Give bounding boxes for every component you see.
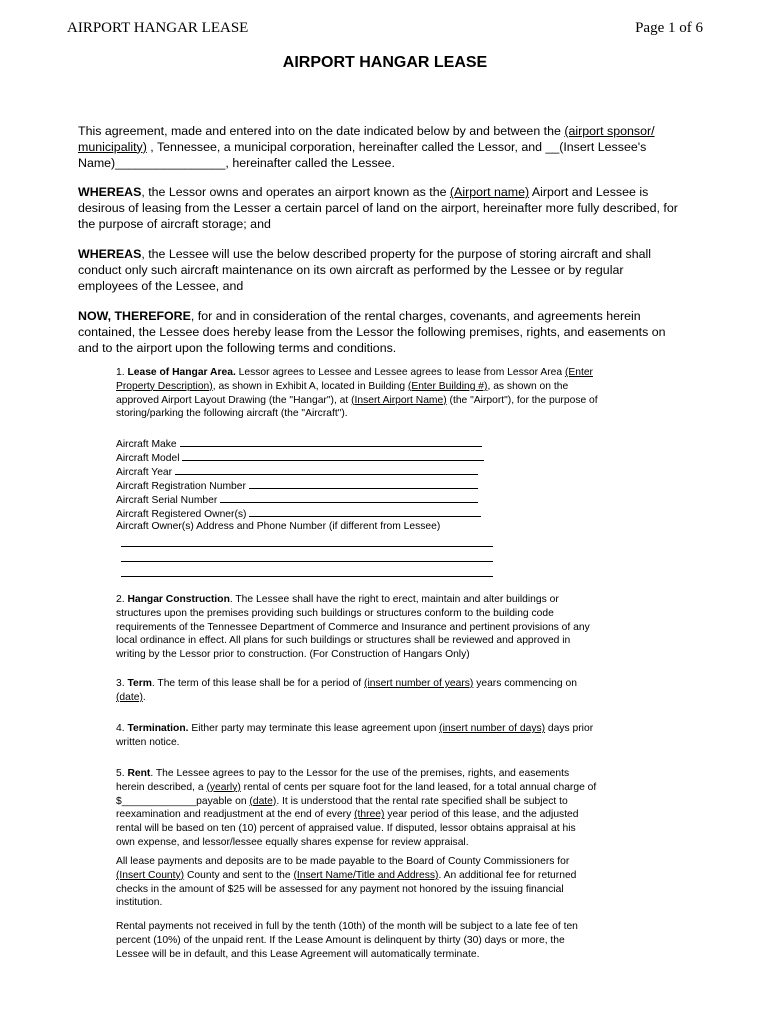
aircraft-model-field: Aircraft Model bbox=[116, 450, 656, 464]
document-title: AIRPORT HANGAR LEASE bbox=[282, 54, 488, 71]
late-fee-paragraph: Rental payments not received in full by the tenth (10th) of the month will be subject to a late fee of ten percent (10%) of the unpaid rent. If the Lease Amount is delinquent by thirty (30) days or more, the Lessee will be in default, and this Lease Agreement will automatically terminate. bbox=[116, 921, 578, 960]
section-4-termination: 4. Termination. Either party may terminate this lease agreement upon (insert number of days) days prior written notice. bbox=[116, 723, 594, 748]
whereas-paragraph-1: WHEREAS, the Lessor owns and operates an airport known as the (Airport name) Airport and Lessee is desirous of leasing from the Lesser a certain parcel of land on the airport, hereinafter more fully described, for the purpose of aircraft storage; and bbox=[78, 185, 678, 231]
page-number: Page 1 of 6 bbox=[635, 20, 703, 36]
owner-address-line-3 bbox=[121, 576, 493, 577]
section-5-rent: 5. Rent. The Lessee agrees to pay to the Lessor for the use of the premises, rights, and easements herein described, a (yearly) rental of cents per square foot for the land leased, for a total annual charge of $_____________payable on (date). It is understood that the rental rate specified shall be subject to reexamination and readjustment at the end of every (three) year period of this lease, and the adjusted rental will be based on ten (10) percent of appraised value. If disputed, lessor obtains appraisal at his own expense, and lessor/lessee equally shares expense for review appraisal. bbox=[116, 768, 597, 848]
now-therefore-paragraph: NOW, THEREFORE, for and in consideration of the rental charges, covenants, and agreements herein contained, the Lessee does hereby lease from the Lessor the following premises, rights, and easements on and to the airport upon the following terms and conditions. bbox=[78, 309, 666, 355]
running-header-title: AIRPORT HANGAR LEASE bbox=[67, 20, 249, 36]
payments-paragraph: All lease payments and deposits are to be made payable to the Board of County Commissioners for (Insert County) County and sent to the (Insert Name/Title and Address). An additional fee for returned checks in the amount of $25 will be assessed for any payment not honored by the issuing financial institution. bbox=[116, 856, 577, 909]
aircraft-registration-field: Aircraft Registration Number bbox=[116, 478, 656, 492]
aircraft-owner-field: Aircraft Registered Owner(s) bbox=[116, 506, 656, 520]
aircraft-owner-address-label: Aircraft Owner(s) Address and Phone Number (if different from Lessee) bbox=[116, 521, 441, 532]
section-2-hangar-construction: 2. Hangar Construction. The Lessee shall have the right to erect, maintain and alter buildings or structures upon the premises providing such buildings or structures conform to the building code requirements of the Tennessee Department of Commerce and Insurance and pertinent provisions of any local ordinance in effect. All plans for such buildings or structures shall be reviewed and approved in writing by the Lessor prior to construction. (For Construction of Hangars Only) bbox=[116, 594, 590, 661]
owner-address-line-2 bbox=[121, 561, 493, 562]
aircraft-serial-field: Aircraft Serial Number bbox=[116, 492, 656, 506]
whereas-paragraph-2: WHEREAS, the Lessee will use the below described property for the purpose of storing aircraft and shall conduct only such aircraft maintenance on its own aircraft as performed by the Lessee or by regular employees of the Lessee, and bbox=[78, 247, 652, 293]
section-3-term: 3. Term. The term of this lease shall be for a period of (insert number of years) years commencing on (date). bbox=[116, 678, 577, 703]
intro-paragraph: This agreement, made and entered into on the date indicated below by and between the (airport sponsor/ municipality) , Tennessee, a municipal corporation, hereinafter called the Lessor, and __(Insert Lessee's Name)________________, hereinafter called the Lessee. bbox=[78, 124, 655, 170]
aircraft-info-fields bbox=[116, 436, 656, 534]
aircraft-year-field: Aircraft Year bbox=[116, 464, 656, 478]
owner-address-line-1 bbox=[121, 546, 493, 547]
aircraft-make-field: Aircraft Make bbox=[116, 436, 656, 450]
section-1-lease-of-hangar-area: 1. Lease of Hangar Area. Lessor agrees to Lessee and Lessee agrees to lease from Lessor Area (Enter Property Description), as shown in Exhibit A, located in Building (Enter Building #), as shown on the approved Airport Layout Drawing (the "Hangar"), at (Insert Airport Name) (the "Airport"), for the purpose of storing/parking the following aircraft (the "Aircraft"). bbox=[116, 367, 598, 420]
